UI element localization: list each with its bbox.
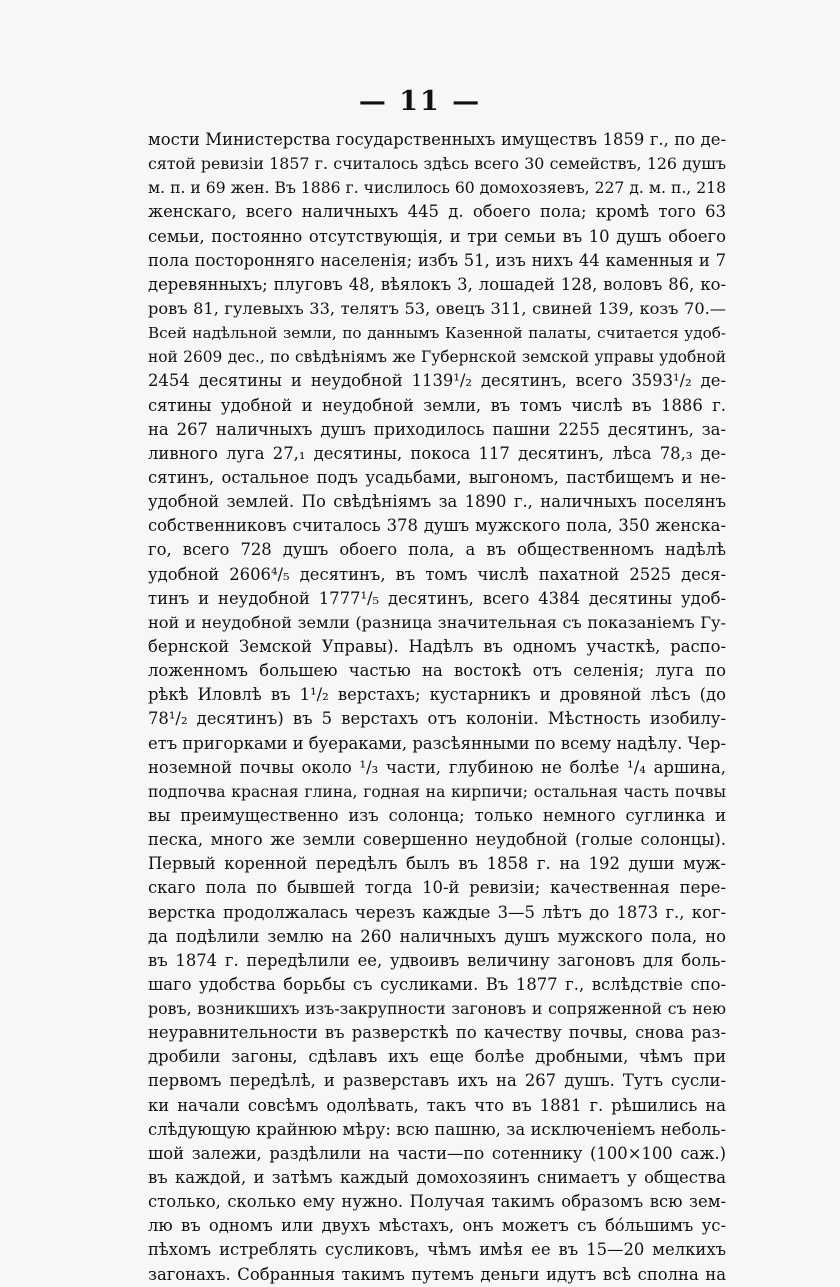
- text-line: шаго удобства борьбы съ сусликами. Въ 1877 г., вслѣдствіе спо-: [148, 974, 726, 994]
- text-line: вы преимущественно изъ солонца; только немного суглинка и: [148, 805, 726, 825]
- text-line: Всей надѣльной земли, по даннымъ Казенной палаты, считается удоб-: [148, 324, 726, 343]
- text-line: мости Министерства государственныхъ имуществъ 1859 г., по де-: [148, 130, 726, 149]
- text-line: деревянныхъ; плуговъ 48, вѣялокъ 3, лошадей 128, воловъ 86, ко-: [148, 274, 726, 294]
- text-line: ной и неудобной земли (разница значительная съ показаніемъ Гу-: [148, 612, 726, 632]
- text-line: въ каждой, и затѣмъ каждый домохозяинъ снимаетъ у общества: [148, 1168, 726, 1188]
- text-line: загонахъ. Собранныя такимъ путемъ деньги идутъ всѣ сполна на: [148, 1264, 726, 1284]
- text-line: подпочва красная глина, годная на кирпичи; остальная часть почвы: [148, 782, 726, 801]
- text-line: етъ пригорками и буераками, разсѣянными по всему надѣлу. Чер-: [148, 733, 726, 753]
- text-line: столько, сколько ему нужно. Получая такимъ образомъ всю зем-: [148, 1192, 726, 1212]
- text-line: сятинъ, остальное подъ усадьбами, выгономъ, пастбищемъ и не-: [148, 467, 726, 487]
- text-line: женскаго, всего наличныхъ 445 д. обоего пола; кромѣ того 63: [148, 202, 726, 222]
- text-line: ровъ, возникшихъ изъ-закрупности загоновъ и сопряженной съ нею: [148, 999, 726, 1019]
- text-line: первомъ передѣлѣ, и разверставъ ихъ на 267 душъ. Тутъ сусли-: [148, 1071, 726, 1091]
- text-line: слѣдующую крайнюю мѣру: всю пашню, за исключеніемъ неболь-: [148, 1119, 726, 1139]
- text-line: ливного луга 27,₁ десятины, покоса 117 десятинъ, лѣса 78,₃ де-: [148, 443, 726, 463]
- text-line: сятой ревизіи 1857 г. считалось здѣсь всего 30 семействъ, 126 душъ: [148, 154, 726, 174]
- text-line: ки начали совсѣмъ одолѣвать, такъ что въ 1881 г. рѣшились на: [148, 1095, 726, 1115]
- text-line: сятины удобной и неудобной земли, въ томъ числѣ въ 1886 г.: [148, 395, 726, 415]
- text-line: ной 2609 дес., по свѣдѣніямъ же Губернской земской управы удобной: [148, 348, 726, 367]
- text-line: ноземной почвы около ¹/₃ части, глубиною не болѣе ¹/₄ аршина,: [148, 757, 726, 777]
- text-line: ложенномъ большею частью на востокѣ отъ селенія; луга по: [148, 661, 726, 681]
- text-line: шой залежи, раздѣлили на части—по сотеннику (100×100 саж.): [148, 1143, 726, 1163]
- text-line: рѣкѣ Иловлѣ въ 1¹/₂ верстахъ; кустарникъ и дровяной лѣсъ (до: [148, 685, 726, 705]
- text-line: Первый коренной передѣлъ былъ въ 1858 г. на 192 души муж-: [148, 854, 726, 874]
- text-line: пѣхомъ истреблять сусликовъ, чѣмъ имѣя ее въ 15—20 мелкихъ: [148, 1240, 726, 1260]
- body-text: [148, 128, 726, 1287]
- text-line: бернской Земской Управы). Надѣлъ въ одномъ участкѣ, распо-: [148, 636, 726, 656]
- text-line: семьи, постоянно отсутствующія, и три семьи въ 10 душъ обоего: [148, 226, 726, 246]
- text-line: да подѣлили землю на 260 наличныхъ душъ мужского пола, но: [148, 926, 726, 946]
- text-line: скаго пола по бывшей тогда 10-й ревизіи; качественная пере-: [148, 878, 726, 898]
- text-line: го, всего 728 душъ обоего пола, а въ общественномъ надѣлѣ: [148, 540, 726, 560]
- text-line: дробили загоны, сдѣлавъ ихъ еще болѣе дробными, чѣмъ при: [148, 1047, 726, 1067]
- text-line: въ 1874 г. передѣлили ее, удвоивъ величину загоновъ для боль-: [148, 950, 726, 970]
- text-line: песка, много же земли совершенно неудобной (голые солонцы).: [148, 830, 726, 850]
- text-line: на 267 наличныхъ душъ приходилось пашни 2255 десятинъ, за-: [148, 419, 726, 439]
- text-line: лю въ одномъ или двухъ мѣстахъ, онъ можетъ съ бо́льшимъ ус-: [148, 1216, 726, 1236]
- text-line: пола посторонняго населенія; избъ 51, изъ нихъ 44 каменныя и 7: [148, 250, 726, 270]
- page-number: — 11 —: [358, 86, 482, 117]
- text-line: неуравнительности въ разверсткѣ по качеству почвы, снова раз-: [148, 1023, 726, 1043]
- text-line: верстка продолжалась черезъ каждые 3—5 лѣтъ до 1873 г., ког-: [148, 902, 726, 922]
- text-line: удобной 2606⁴/₅ десятинъ, въ томъ числѣ пахатной 2525 деся-: [148, 564, 726, 584]
- text-line: 2454 десятины и неудобной 1139¹/₂ десятинъ, всего 3593¹/₂ де-: [148, 371, 726, 391]
- text-line: удобной землей. По свѣдѣніямъ за 1890 г., наличныхъ поселянъ: [148, 492, 726, 512]
- text-line: ровъ 81, гулевыхъ 33, телятъ 53, овецъ 311, свиней 139, козъ 70.—: [148, 298, 726, 318]
- text-line: м. п. и 69 жен. Въ 1886 г. числилось 60 домохозяевъ, 227 д. м. п., 218: [148, 179, 726, 198]
- text-line: тинъ и неудобной 1777¹/₅ десятинъ, всего 4384 десятины удоб-: [148, 588, 726, 608]
- text-line: собственниковъ считалось 378 душъ мужского пола, 350 женска-: [148, 516, 726, 536]
- text-line: 78¹/₂ десятинъ) въ 5 верстахъ отъ колоніи. Мѣстность изобилу-: [148, 709, 726, 729]
